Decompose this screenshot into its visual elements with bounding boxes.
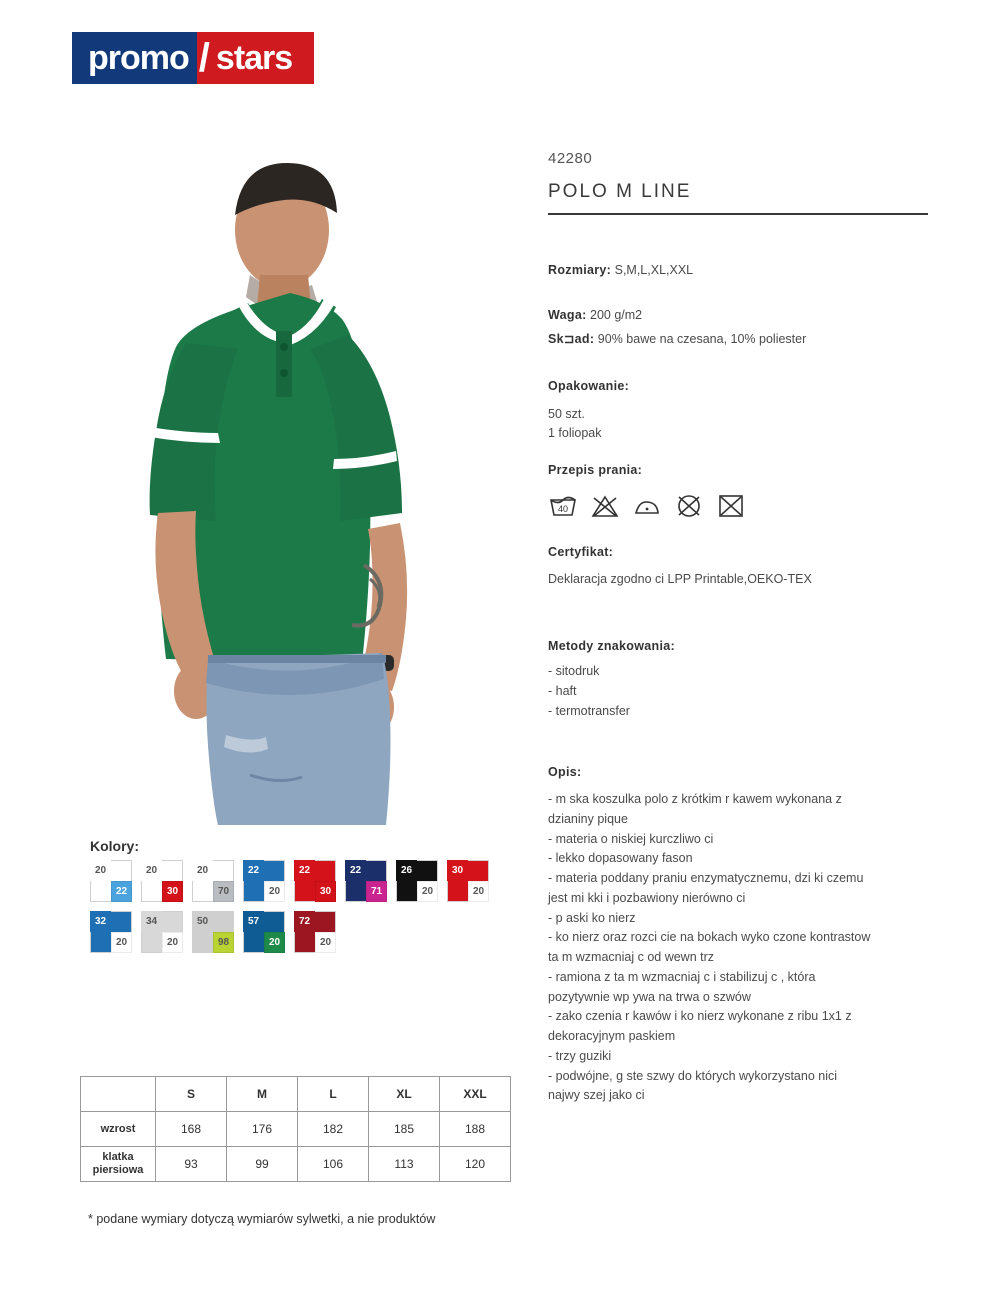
row-label: wzrost — [81, 1112, 156, 1147]
logo-slash: / — [197, 32, 212, 84]
sizes-value: S,M,L,XL,XXL — [611, 263, 694, 277]
row-label: klatka piersiowa — [81, 1147, 156, 1182]
certificate-value: Deklaracja zgodno ci LPP Printable,OEKO-TEX — [548, 572, 812, 586]
color-swatch[interactable]: 22 30 — [294, 860, 336, 902]
packing-label: Opakowanie: — [548, 379, 630, 394]
product-photo — [100, 135, 520, 825]
iron-low-icon — [632, 493, 662, 519]
care-label: Przepis prania: — [548, 463, 643, 478]
no-bleach-icon — [590, 493, 620, 519]
description-line: jest mi kki i pozbawiony nierówno ci — [548, 890, 746, 905]
packing-line-1: 50 szt. — [548, 406, 585, 421]
size-table — [80, 1076, 511, 1182]
color-swatches — [90, 860, 510, 962]
table-row — [81, 1147, 511, 1182]
description-line: ta m wzmacniaj c od wewn trz — [548, 950, 715, 965]
color-swatch[interactable]: 22 71 — [345, 860, 387, 902]
size-table-note: * podane wymiary dotyczą wymiarów sylwetki, a nie produktów — [88, 1212, 436, 1226]
table-cell: 182 — [298, 1112, 369, 1147]
weight-row — [548, 306, 938, 325]
table-cell: 185 — [369, 1112, 440, 1147]
logo-text-promo: promo — [72, 32, 197, 84]
table-cell: 99 — [227, 1147, 298, 1182]
branding-block — [548, 637, 938, 720]
color-swatch[interactable]: 50 98 — [192, 911, 234, 953]
description-line: - m ska koszulka polo z krótkim r kawem wykonana z — [548, 792, 842, 807]
description-line: - materia poddany praniu enzymatycznemu, dzi ki czemu — [548, 871, 864, 886]
table-header-row — [81, 1077, 511, 1112]
product-details — [548, 150, 938, 1106]
list-item: - haft — [548, 681, 938, 701]
description-line: - lekko dopasowany fason — [548, 851, 693, 866]
composition-row — [548, 330, 938, 349]
branding-methods-list — [548, 661, 938, 721]
table-cell: 113 — [369, 1147, 440, 1182]
table-cell: 93 — [156, 1147, 227, 1182]
sizes-label: Rozmiary: — [548, 263, 612, 277]
description-line: dzianiny pique — [548, 811, 628, 826]
color-swatch[interactable]: 20 22 — [90, 860, 132, 902]
page-title: POLO M LINE — [548, 181, 692, 202]
table-cell: 120 — [440, 1147, 511, 1182]
table-cell: 106 — [298, 1147, 369, 1182]
composition-value: 90% bawe na czesana, 10% poliester — [594, 331, 807, 346]
branding-label: Metody znakowania: — [548, 639, 675, 654]
description-text — [548, 790, 938, 1105]
color-swatch[interactable]: 57 20 — [243, 911, 285, 953]
description-line: - ramiona z ta m wzmacniaj c i stabilizuj c , która — [548, 969, 816, 984]
color-swatch[interactable]: 26 20 — [396, 860, 438, 902]
description-line: - ko nierz oraz rozci cie na bokach wyko czone kontrastow — [548, 930, 871, 945]
color-row-2 — [90, 911, 510, 953]
wash-40-icon — [548, 493, 578, 519]
description-line: - trzy guziki — [548, 1048, 612, 1063]
composition-label: Sk⊐ad: — [548, 331, 595, 346]
description-line: najwy szej jako ci — [548, 1088, 645, 1103]
table-header-cell: L — [298, 1077, 369, 1112]
no-dryclean-icon — [674, 493, 704, 519]
table-header-cell: M — [227, 1077, 298, 1112]
table-cell: 168 — [156, 1112, 227, 1147]
promostars-logo — [72, 32, 374, 84]
table-header-cell: S — [156, 1077, 227, 1112]
color-row-1 — [90, 860, 510, 902]
description-label: Opis: — [548, 764, 582, 779]
certificate-label: Certyfikat: — [548, 544, 614, 559]
color-swatch[interactable]: 20 30 — [141, 860, 183, 902]
color-swatch[interactable]: 32 20 — [90, 911, 132, 953]
color-swatch[interactable]: 30 20 — [447, 860, 489, 902]
packing-block — [548, 377, 938, 443]
color-swatch[interactable]: 22 20 — [243, 860, 285, 902]
no-tumble-dry-icon — [716, 493, 746, 519]
color-swatch[interactable]: 20 70 — [192, 860, 234, 902]
list-item: - sitodruk — [548, 661, 938, 681]
description-line: - podwójne, g ste szwy do których wykorzystano nici — [548, 1068, 838, 1083]
table-corner-cell — [81, 1077, 156, 1112]
table-header-cell: XXL — [440, 1077, 511, 1112]
table-header-cell: XL — [369, 1077, 440, 1112]
description-line: - p aski ko nierz — [548, 910, 636, 925]
table-cell: 188 — [440, 1112, 511, 1147]
description-line: pozytywnie wp ywa na trwa o szwów — [548, 989, 751, 1004]
care-block — [548, 461, 938, 518]
svg-text:40: 40 — [557, 503, 569, 514]
weight-label: Waga: — [548, 308, 587, 323]
care-icon-row — [548, 493, 938, 519]
title-divider — [548, 213, 928, 215]
description-line: - materia o niskiej kurczliwo ci — [548, 831, 714, 846]
sizes-row — [548, 261, 938, 280]
color-swatch[interactable]: 72 20 — [294, 911, 336, 953]
description-line: dekoracyjnym paskiem — [548, 1029, 676, 1044]
table-row — [81, 1112, 511, 1147]
description-block — [548, 763, 938, 1105]
logo-text-stars: stars — [212, 32, 314, 84]
color-swatch[interactable]: 34 20 — [141, 911, 183, 953]
weight-value: 200 g/m2 — [586, 308, 643, 323]
packing-line-2: 1 foliopak — [548, 425, 602, 440]
colors-label: Kolory: — [90, 838, 139, 854]
list-item: - termotransfer — [548, 701, 938, 721]
description-line: - zako czenia r kawów i ko nierz wykonane z ribu 1x1 z — [548, 1009, 852, 1024]
product-code: 42280 — [548, 150, 593, 167]
table-cell: 176 — [227, 1112, 298, 1147]
certificate-block — [548, 543, 938, 590]
